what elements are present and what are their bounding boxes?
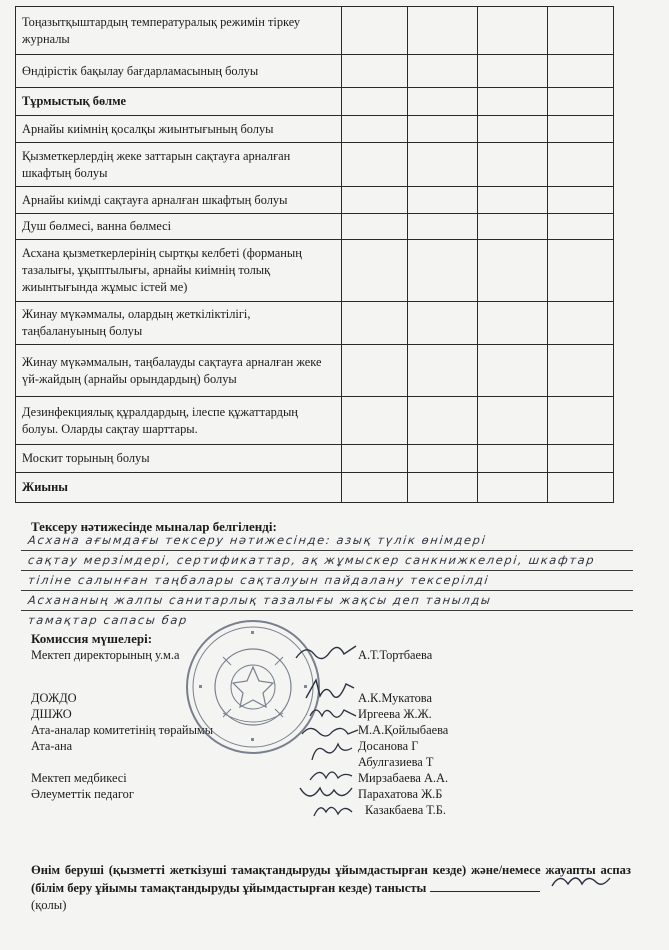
- check-cell: [548, 345, 614, 397]
- check-cell: [408, 7, 478, 55]
- signature: [310, 798, 360, 822]
- criterion-cell: Жинау мүкәммалы, олардың жеткіліктілігі, таңбалануының болуы: [16, 302, 342, 345]
- criterion-cell: Душ бөлмесі, ванна бөлмесі: [16, 214, 342, 240]
- checklist-table: [15, 6, 613, 503]
- check-cell: [548, 7, 614, 55]
- commission-title: Комиссия мүшелері:: [31, 631, 153, 646]
- member-name: Парахатова Ж.Б: [358, 787, 443, 801]
- criterion-cell: Асхана қызметкерлерінің сыртқы келбеті (форманың тазалығы, ұқыптылығы, арнайы киімнің толық жиынтығында жұмыс істей ме): [16, 240, 342, 302]
- check-cell: [548, 302, 614, 345]
- criterion-cell: Қызметкерлердің жеке заттарын сақтауға арналған шкафтың болуы: [16, 143, 342, 187]
- section-row: [16, 88, 614, 116]
- table-row: [16, 302, 614, 345]
- check-cell: [342, 88, 408, 116]
- check-cell: [548, 214, 614, 240]
- criterion-cell: Арнайы киімнің қосалқы жиынтығының болуы: [16, 116, 342, 143]
- member-name: Абулгазиева Т: [358, 755, 434, 769]
- table-row: [16, 397, 614, 445]
- member-name: А.Т.Тортбаева: [358, 648, 433, 662]
- check-cell: [342, 187, 408, 214]
- check-cell: [478, 116, 548, 143]
- criterion-cell: Арнайы киімді сақтауға арналған шкафтың болуы: [16, 187, 342, 214]
- signature: [298, 720, 360, 742]
- check-cell: [408, 397, 478, 445]
- table-row: [16, 345, 614, 397]
- check-cell: [408, 143, 478, 187]
- member-name: Мирзабаева А.А.: [358, 771, 449, 785]
- table-row: [16, 214, 614, 240]
- role-label: ДОЖДО: [31, 691, 77, 705]
- check-cell: [478, 345, 548, 397]
- signature-line: [430, 879, 540, 892]
- check-cell: [548, 55, 614, 88]
- role-label: Ата-ана: [31, 739, 73, 753]
- role-label: Мектеп директорының у.м.а: [31, 648, 180, 662]
- handwritten-line: сақтау мерзімдері, сертификаттар, ақ жұмыскер санкнижкелері, шкафтар: [21, 551, 635, 571]
- check-cell: [342, 214, 408, 240]
- check-cell: [342, 345, 408, 397]
- table-row: [16, 240, 614, 302]
- role-label: Әлеуметтік педагог: [31, 787, 134, 801]
- signature-hint: (қолы): [31, 898, 67, 912]
- check-cell: [342, 240, 408, 302]
- check-cell: [408, 116, 478, 143]
- check-cell: [548, 240, 614, 302]
- criterion-cell: Москит торының болуы: [16, 445, 342, 473]
- handwritten-line: Асхана ағымдағы тексеру нәтижесінде: азық түлік өнімдері: [21, 531, 635, 551]
- check-cell: [548, 397, 614, 445]
- check-cell: [548, 473, 614, 503]
- check-cell: [408, 187, 478, 214]
- check-cell: [408, 302, 478, 345]
- table-row: [16, 143, 614, 187]
- check-cell: [478, 473, 548, 503]
- criterion-cell: Жинау мүкәммалын, таңбалауды сақтауға арналған жеке үй-жайдың (арнайы орындардың) болуы: [16, 345, 342, 397]
- member-name: Иргеева Ж.Ж.: [358, 707, 432, 721]
- check-cell: [478, 88, 548, 116]
- check-cell: [548, 88, 614, 116]
- check-cell: [478, 240, 548, 302]
- check-cell: [408, 88, 478, 116]
- check-cell: [548, 445, 614, 473]
- criterion-cell: Тоңазытқыштардың температуралық режимін тіркеу журналы: [16, 7, 342, 55]
- acknowledgement-statement: [31, 862, 631, 914]
- handwritten-line: Асхананың жалпы санитарлық тазалығы жақсы деп танылды: [21, 591, 635, 611]
- member-name: М.А.Қойлыбаева: [358, 723, 449, 737]
- table-row: [16, 445, 614, 473]
- table-row: [16, 7, 614, 55]
- check-cell: [342, 55, 408, 88]
- check-cell: [408, 214, 478, 240]
- check-cell: [342, 143, 408, 187]
- check-cell: [478, 302, 548, 345]
- role-label: Ата-аналар комитетінің төрайымы: [31, 723, 214, 737]
- member-name: Досанова Г: [358, 739, 419, 753]
- handwritten-line: тамақтар сапасы бар: [27, 613, 189, 627]
- criterion-cell: Дезинфекциялық құралдардың, ілеспе құжаттардың болуы. Оларды сақтау шарттары.: [16, 397, 342, 445]
- check-cell: [548, 116, 614, 143]
- check-cell: [478, 214, 548, 240]
- check-cell: [342, 445, 408, 473]
- role-label: ДШЖО: [31, 707, 72, 721]
- check-cell: [408, 345, 478, 397]
- check-cell: [548, 187, 614, 214]
- findings-title: Тексеру нәтижесінде мыналар белгіленді:: [31, 519, 277, 534]
- member-name: Казакбаева Т.Б.: [365, 803, 446, 817]
- section-heading: Тұрмыстық бөлме: [16, 88, 342, 116]
- table-row: [16, 55, 614, 88]
- check-cell: [342, 116, 408, 143]
- member-name: А.К.Мукатова: [358, 691, 432, 705]
- section-row: [16, 473, 614, 503]
- check-cell: [478, 7, 548, 55]
- total-heading: Жиыны: [16, 473, 342, 503]
- check-cell: [548, 143, 614, 187]
- statement-text: Өнім беруші (қызметті жеткізуші тамақтандыруды ұйымдастырған кезде) және/немесе жауапты аспаз (білім беру ұйымы тамақтандыруды ұйымдастырған кезде) танысты: [31, 863, 631, 895]
- table-row: [16, 187, 614, 214]
- check-cell: [478, 143, 548, 187]
- check-cell: [478, 187, 548, 214]
- signature: [292, 640, 362, 666]
- handwritten-line: тіліне салынған таңбалары сақталуын пайдалану тексерілді: [21, 571, 635, 591]
- handwritten-findings: [22, 531, 634, 630]
- check-cell: [478, 55, 548, 88]
- check-cell: [342, 397, 408, 445]
- check-cell: [408, 473, 478, 503]
- criterion-cell: Өндірістік бақылау бағдарламасының болуы: [16, 55, 342, 88]
- check-cell: [478, 445, 548, 473]
- check-cell: [408, 240, 478, 302]
- check-cell: [478, 397, 548, 445]
- role-label: Мектеп медбикесі: [31, 771, 127, 785]
- check-cell: [342, 7, 408, 55]
- table-row: [16, 116, 614, 143]
- check-cell: [342, 473, 408, 503]
- check-cell: [342, 302, 408, 345]
- check-cell: [408, 55, 478, 88]
- check-cell: [408, 445, 478, 473]
